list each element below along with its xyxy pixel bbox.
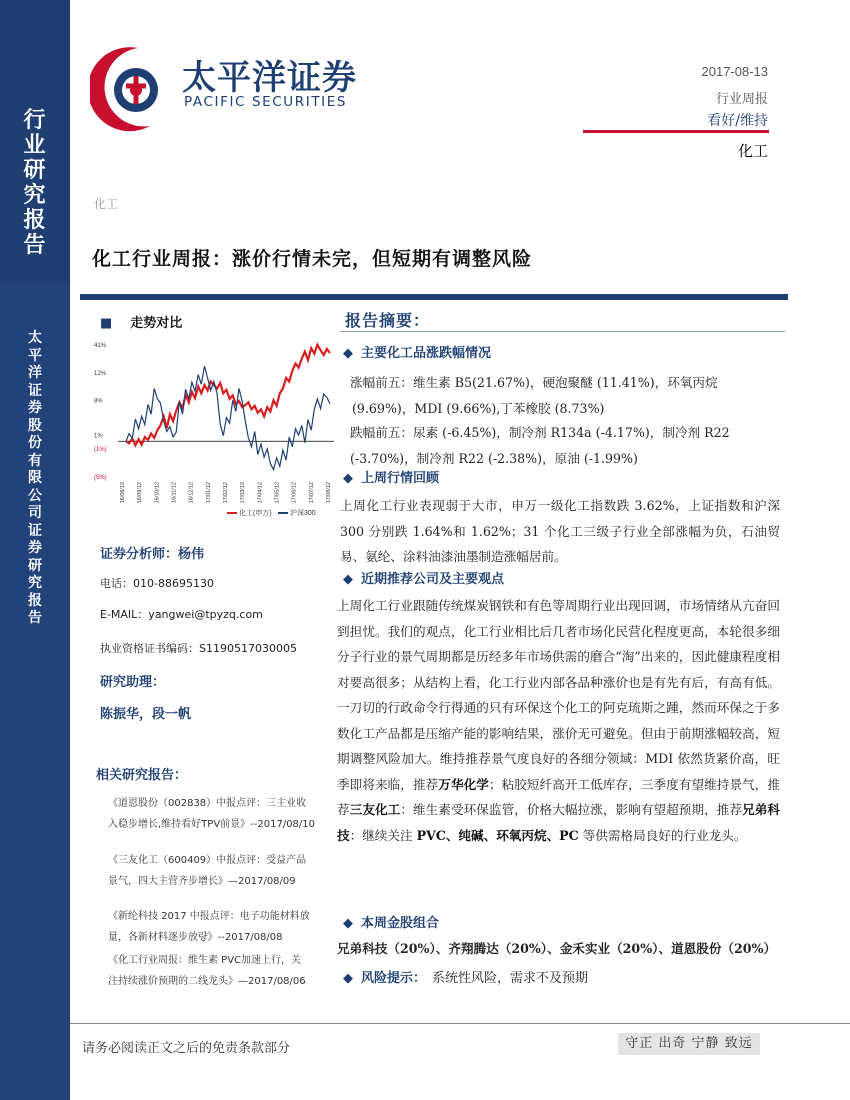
legend-swatch-chemical (227, 512, 237, 514)
x-tick-label: 16/10/12 (154, 482, 161, 504)
side-label-char: 告 (23, 233, 47, 258)
legend-item-hs300: 沪深300 (278, 508, 316, 518)
x-tick-label: 17/01/12 (205, 482, 212, 504)
logo-text-cn: 太平洋证券 (182, 58, 357, 98)
logo-text-en: PACIFIC SECURITIES (184, 94, 348, 110)
side-label-char: 洋 (28, 365, 42, 381)
side-label-company (0, 330, 70, 628)
series-line-hs300 (126, 366, 330, 470)
section-risk: ◆ 风险提示： 系统性风险，需求不及预期 (343, 971, 589, 986)
report-rating: 看好/维持 (707, 113, 768, 129)
square-bullet-icon: ■ (100, 316, 113, 331)
footer-disclaimer[interactable]: 请务必阅读正文之后的免责条款部分 (82, 1041, 291, 1056)
side-label-char: 研 (23, 158, 47, 183)
section-price-changes: ◆ 主要化工品涨跌幅情况 (343, 346, 492, 361)
trend-chart (92, 336, 337, 521)
side-label-char: 有 (28, 452, 42, 469)
title-divider (80, 294, 788, 300)
x-tick-label: 17/04/12 (257, 482, 264, 504)
side-label-char: 研 (28, 557, 42, 574)
recommendations-text: 上周化工行业跟随传统煤炭钢铁和有色等周期行业出现回调，市场情绪从亢奋回到担忧。我们的观点，化工行业相比后几者市场化民营化程度更高，本轮很多细分子行业的景气周期都是历经多年市场供需的磨合“淘”出来的，因此健康程度相对要高很多；从结构上看，化工行业内部各品种涨价也是有先有后，有高有低。一刀切的行政命令行得通的只有环保这个化工的阿克琉斯之踵，然而环保之于多数化工产品都是压缩产能的影响结果，涨价无可避免。但由于前期涨幅较高，短期调整风险加大。维持推荐景气度良好的各细分领域：MDI 依然货紧价高，旺季即将来临，推荐万华化学；粘胶短纤高开工低库存，三季度有望维持景气，推荐三友化工：维生素受环保监管，价格大幅拉涨，影响有望超预期，推荐兄弟科技：继续关注 PVC、纯碱、环氧丙烷、PC 等供需格局良好的行业龙头。 (337, 598, 781, 843)
assistant-label: 研究助理： (100, 675, 166, 690)
side-label-char: 究 (28, 575, 42, 591)
x-tick-label: 17/06/12 (291, 482, 298, 504)
x-tick-label: 16/08/12 (120, 482, 126, 504)
header-divider (583, 130, 769, 133)
analyst-cert: 执业资格证书编码：S1190517030005 (100, 642, 297, 655)
side-label-char: 份 (28, 435, 42, 451)
side-label-char: 报 (28, 592, 42, 609)
risk-text: 系统性风险，需求不及预期 (432, 971, 589, 986)
side-label-char: 平 (28, 347, 42, 364)
analyst-phone: 电话：010-88695130 (100, 577, 214, 590)
page-title: 化工行业周报：涨价行情未完，但短期有调整风险 (92, 248, 533, 270)
report-type: 行业周报 (715, 92, 768, 107)
section-gold-stocks: ◆ 本周金股组合 (343, 916, 440, 931)
price-losers: 跌幅前五：尿素 (-6.45%)，制冷剂 R134a (-4.17%)，制冷剂 R22 (-3.70%)，制冷剂 R22 (-2.38%)，原油 (-1.99%) (350, 425, 730, 466)
logo-mark-icon (90, 40, 180, 140)
x-tick-label: 16/11/12 (171, 482, 178, 504)
company-logo (90, 40, 380, 140)
assistant-names: 陈振华，段一帆 (100, 707, 192, 722)
x-tick-label: 17/08/12 (326, 482, 332, 504)
related-report-item[interactable]: 《三友化工（600409）中报点评：受益产品 景气，四大主营齐步增长》—2017/08/09 (108, 855, 307, 887)
diamond-bullet-icon: ◆ (343, 971, 353, 986)
analyst-name: 证券分析师：杨伟 (100, 547, 205, 562)
diamond-bullet-icon: ◆ (343, 916, 353, 931)
y-tick-label: 8% (94, 398, 103, 405)
y-tick-label: 12% (94, 370, 107, 377)
side-label-char: 行 (23, 108, 47, 133)
y-tick-label: (1%) (94, 447, 107, 454)
x-tick-label: 17/03/12 (240, 482, 247, 504)
side-label-char: 证 (28, 522, 42, 539)
legend-swatch-hs300 (278, 512, 288, 514)
market-review-text: 上周化工行业表现弱于大市，申万一级化工指数跌 3.62%，上证指数和沪深 300 分别跌 1.64%和 1.62%；31 个化工三级子行业全部涨幅为负，石油贸易、氨纶、涂料油漆油墨制造涨幅居前。 (340, 498, 780, 564)
summary-heading: 报告摘要： (345, 311, 431, 330)
related-report-item[interactable]: 《新纶科技 2017 中报点评：电子功能材料放 量，各新材料逐步放량》--2017/08/08 (108, 911, 310, 943)
side-label-char: 公 (28, 487, 42, 504)
section-market-review: ◆ 上周行情回顾 (343, 471, 440, 486)
footer-motto: 守正 出奇 宁静 致远 (618, 1033, 760, 1055)
diamond-bullet-icon: ◆ (343, 471, 353, 486)
x-tick-label: 16/09/12 (137, 482, 144, 504)
sector-tag: 化工 (94, 197, 119, 211)
diamond-bullet-icon: ◆ (343, 572, 353, 587)
analyst-email[interactable]: E-MAIL：yangwei@tpyzq.com (100, 608, 263, 621)
y-tick-label: 1% (94, 433, 103, 440)
trend-chart-svg (92, 336, 337, 521)
side-label-char: 报 (23, 208, 47, 233)
side-label-char: 限 (28, 470, 42, 486)
x-tick-label: 17/02/12 (223, 482, 229, 504)
side-label-char: 证 (28, 382, 42, 399)
section-recommendations: ◆ 近期推荐公司及主要观点 (343, 572, 505, 587)
side-label-char: 司 (28, 505, 42, 521)
side-label-char: 业 (23, 133, 47, 158)
summary-divider (340, 331, 785, 332)
trend-heading (100, 312, 182, 331)
related-report-item[interactable]: 《化工行业周报：维生素 PVC加速上行，关 注持续涨价预期的二线龙头》—2017/08/06 (108, 955, 306, 987)
side-label-char: 券 (28, 400, 42, 416)
side-label-char: 告 (28, 610, 42, 626)
side-label-char: 股 (28, 417, 42, 434)
related-report-item[interactable]: 《道恩股份（002838）中报点评：三主业收 入稳步增长,维持看好TPV前景》--2017/08/10 (108, 798, 316, 830)
report-date: 2017-08-13 (701, 64, 768, 79)
diamond-bullet-icon: ◆ (343, 346, 353, 361)
side-label-char: 究 (23, 183, 47, 208)
y-tick-label: (5%) (94, 475, 107, 481)
x-tick-label: 17/07/12 (308, 482, 315, 504)
gold-stocks-list: 兄弟科技（20%）、齐翔腾达（20%）、金禾实业（20%）、道恩股份（20%） (337, 941, 777, 956)
side-label-report (0, 108, 70, 258)
y-tick-label: 41% (94, 343, 107, 349)
side-label-char: 太 (28, 330, 42, 346)
report-sector: 化工 (737, 142, 768, 160)
footer-divider (70, 1023, 850, 1024)
price-gainers: 涨幅前五：维生素 B5(21.67%)，硬泡聚醚 (11.41%)，环氧丙烷 (9.69%)，MDI (9.66%),丁苯橡胶 (8.73%) (350, 375, 718, 416)
x-tick-label: 17/05/12 (274, 482, 281, 504)
trend-heading-text: 走势对比 (130, 316, 183, 331)
x-tick-label: 16/12/12 (188, 482, 195, 504)
legend-item-chemical: 化工(申万) (227, 508, 272, 518)
side-label-char: 券 (28, 540, 42, 556)
related-reports-label: 相关研究报告： (96, 768, 188, 783)
